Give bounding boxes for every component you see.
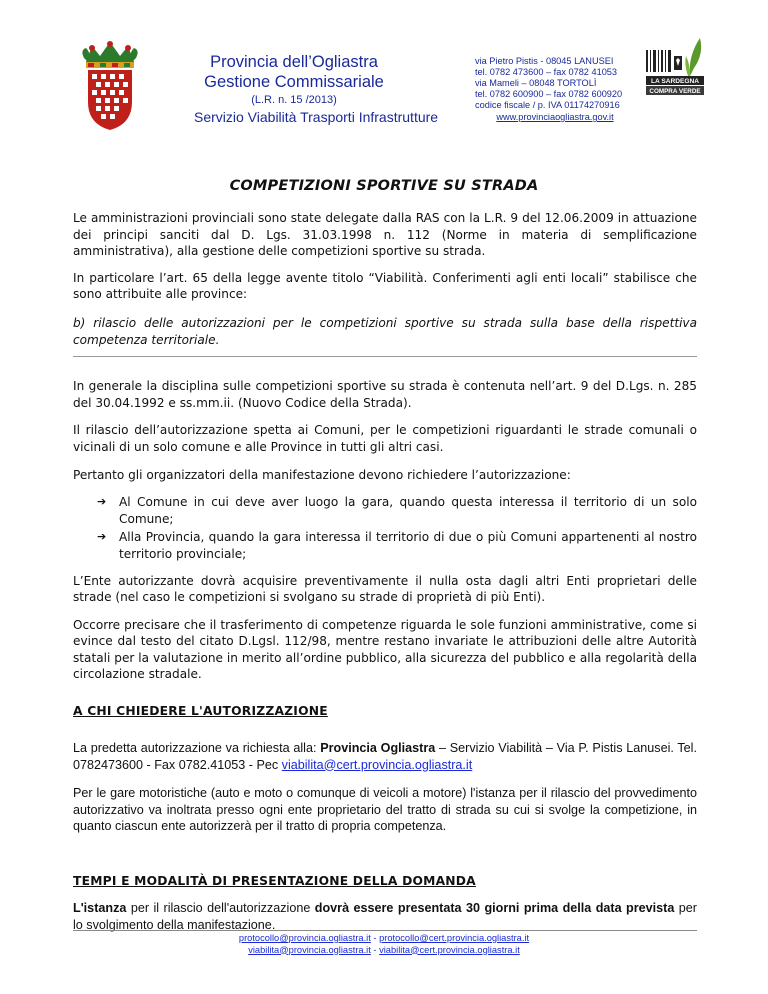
province-crest-logo — [78, 40, 142, 132]
arrow-right-icon: ➔ — [97, 495, 107, 509]
paragraph — [73, 900, 697, 933]
section-title: A CHI CHIEDERE L'AUTORIZZAZIONE — [73, 704, 328, 719]
arrow-right-icon: ➔ — [97, 530, 107, 544]
text-span: – Servizio Viabilità – Via P. Pistis Lanusei. Tel. 0782473600 - Fax 0782.41053 - Pec — [73, 741, 697, 772]
pec-email-link[interactable]: viabilita@cert.provincia.ogliastra.it — [281, 757, 473, 772]
section-title: TEMPI E MODALITÀ DI PRESENTAZIONE DELLA DOMANDA — [73, 874, 476, 889]
text-span: per il rilascio dell'autorizzazione — [126, 901, 315, 916]
paragraph: Le amministrazioni provinciali sono state delegate dalla RAS con la L.R. 9 del 12.06.2009 in attuazione dei principi sanciti dal D. Lgs. 31.03.1998 n. 112 (Norme in materia di semplificazione amministrativa), alla gestione delle competizioni sportive su strada. — [73, 211, 697, 259]
footer-divider — [73, 930, 697, 931]
footer-line — [0, 945, 768, 957]
contact-line: via Pietro Pistis - 08045 LANUSEI — [475, 56, 614, 66]
contact-block — [475, 56, 635, 123]
badge-text: COMPRA VERDE — [649, 88, 701, 95]
paragraph: L’Ente autorizzante dovrà acquisire preventivamente il nulla osta dagli altri Enti proprietari delle strade (nel caso le competizioni si svolgano su strade di proprietà di più Enti). — [73, 573, 697, 605]
document-body — [73, 210, 697, 933]
separator: - — [370, 944, 380, 955]
org-name: Provincia dell’Ogliastra — [210, 53, 378, 71]
bullet-list — [73, 494, 697, 562]
service-name: Servizio Viabilità Trasporti Infrastrutture — [194, 109, 439, 125]
website-link[interactable]: www.provinciaogliastra.gov.it — [496, 112, 614, 122]
text-span: per lo svolgimento della manifestazione. — [73, 901, 697, 932]
sardegna-compra-verde-logo — [644, 36, 706, 98]
list-item — [97, 494, 697, 527]
footer — [0, 933, 768, 956]
letterhead — [0, 0, 768, 150]
paragraph: In generale la disciplina sulle competizioni sportive su strada è contenuta nell’art. 9 del D.Lgs. n. 285 del 30.04.1992 e ss.mm.ii. (Nuovo Codice della Strada). — [73, 379, 697, 410]
list-item-text: Al Comune in cui deve aver luogo la gara, quando questa interessa il territorio di un solo Comune; — [119, 495, 697, 526]
bold-span: L'istanza — [73, 901, 127, 916]
footer-email-link[interactable]: viabilita@cert.provincia.ogliastra.it — [379, 944, 520, 955]
footer-email-link[interactable]: viabilita@provincia.ogliastra.it — [248, 944, 371, 955]
contact-line: via Mameli – 08048 TORTOLÌ — [475, 78, 597, 88]
paragraph: Occorre precisare che il trasferimento di competenze riguarda le sole funzioni amministrative, come si evince dal testo del citato D.Lgsl. 112/98, mentre restano invariate le attribuzioni delle altre Autorità statali per la valutazione in merito all’ordine pubblico, alla sicurezza del pubblico e alla regolarità della circolazione stradale. — [73, 617, 697, 682]
law-reference: (L.R. n. 15 /2013) — [251, 94, 337, 106]
contact-line: tel. 0782 600900 – fax 0782 600920 — [475, 89, 623, 99]
quoted-paragraph: b) rilascio delle autorizzazioni per le competizioni sportive su strada sulla base della rispettiva competenza territoriale. — [73, 315, 697, 347]
list-item — [97, 529, 697, 562]
contact-line: codice fiscale / p. IVA 01174270916 — [475, 100, 620, 110]
contact-line: tel. 0782 473600 – fax 0782 41053 — [475, 67, 618, 77]
document-title: COMPETIZIONI SPORTIVE SU STRADA — [229, 178, 539, 194]
paragraph: Il rilascio dell’autorizzazione spetta ai Comuni, per le competizioni riguardanti le strade comunali o vicinali di un solo comune e alle Province in tutti gli altri casi. — [73, 423, 697, 454]
text-span: La predetta autorizzazione va richiesta alla: — [73, 741, 321, 756]
footer-line — [0, 933, 768, 945]
footer-email-link[interactable]: protocollo@provincia.ogliastra.it — [238, 933, 371, 943]
bold-span: dovrà essere presentata 30 giorni prima della data prevista — [314, 901, 675, 916]
separator: - — [370, 933, 380, 943]
footer-email-link[interactable]: protocollo@cert.provincia.ogliastra.it — [379, 933, 530, 943]
paragraph: Per le gare motoristiche (auto e moto o comunque di veicoli a motore) l'istanza per il rilascio del provvedimento autorizzativo va inoltrata presso ogni ente proprietario del tratto di strada su cui si svolge la competizione, in quanto ciascun ente autorizzerà per il tratto di propria competenza. — [73, 786, 697, 834]
org-subtitle: Gestione Commissariale — [204, 73, 384, 91]
paragraph: In particolare l’art. 65 della legge avente titolo “Viabilità. Conferimenti agli enti locali” stabilisce che sono attribuite alle province: — [73, 270, 697, 302]
org-heading — [194, 52, 439, 126]
badge-text: LA SARDEGNA — [650, 78, 700, 86]
divider — [73, 356, 697, 357]
paragraph: Pertanto gli organizzatori della manifestazione devono richiedere l’autorizzazione: — [73, 467, 571, 482]
bold-span: Provincia Ogliastra — [320, 741, 436, 756]
list-item-text: Alla Provincia, quando la gara interessa il territorio di due o più Comuni appartenenti al nostro territorio provinciale; — [119, 530, 697, 561]
paragraph — [73, 740, 697, 773]
